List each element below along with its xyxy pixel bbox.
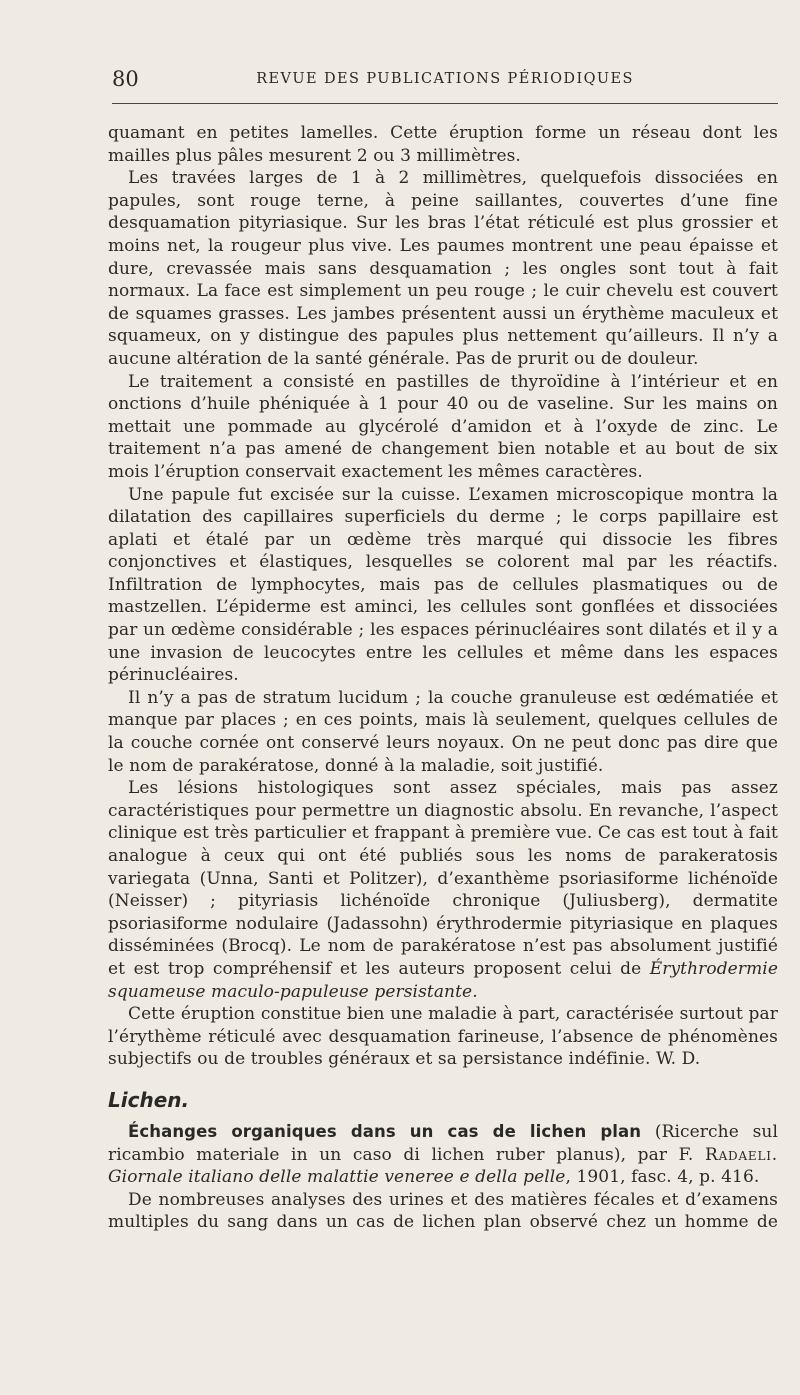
paragraph-7-text: Cette éruption constitue bien une maladie à part, caractérisée surtout par l’érythème réticulé avec desquamation farineuse, l’absence de phénomènes subjectifs ou de troubles généraux et sa persistance indéfinie. (108, 1004, 778, 1070)
paragraph-2: Les travées larges de 1 à 2 millimètres, quelquefois dissociées en papules, sont rouge terne, à peine saillantes, couvertes d’une fine desquamation pityriasique. Sur les bras l’état réticulé est plus grossier et moins net, la rougeur plus vive. Les paumes montrent une peau épaisse et dure, crevassée mais sans desquamation ; les ongles sont tout à fait normaux. La face est simplement un peu rouge ; le cuir chevelu est couvert de squames grasses. Les jambes présentent aussi un érythème maculeux et squameux, on y distingue des papules plus nettement qu’ailleurs. Il n’y a aucune altération de la santé générale. Pas de prurit ou de douleur. (108, 168, 778, 369)
header-rule (112, 103, 778, 104)
article-title: Échanges organiques dans un cas de lichen plan (128, 1121, 642, 1141)
page-header (112, 64, 778, 94)
paragraph-1: quamant en petites lamelles. Cette éruption forme un réseau dont les mailles plus pâles mesurent 2 ou 3 millimètres. (108, 123, 778, 166)
journal-name: Giornale italiano delle malattie veneree e della pelle (108, 1167, 566, 1188)
paragraph-4: Une papule fut excisée sur la cuisse. L’examen microscopique montra la dilatation des capillaires superficiels du derme ; le corps papillaire est aplati et étalé par un œdème très marqué qui dissocie les fibres conjonctives et élastiques, lesquelles se colorent mal par les réactifs. Infiltration de lymphocytes, mais pas de cellules plasmatiques ou de mastzellen. L’épiderme est aminci, les cellules sont gonflées et dissociées par un œdème considérable ; les espaces périnucléaires sont dilatés et il y a une invasion de leucocytes entre les cellules et même dans les espaces périnucléaires. (108, 484, 778, 686)
page-number: 80 (112, 67, 139, 91)
citation-details: , 1901, fasc. 4, p. 416. (565, 1167, 760, 1188)
paragraph-5: Il n’y a pas de stratum lucidum ; la couche granuleuse est œdématiée et manque par places ; en ces points, mais là seulement, quelques cellules de la couche cornée ont conservé leurs noyaux. On ne peut donc pas dire que le nom de parakératose, donné à la maladie, soit justifié. (108, 687, 778, 776)
signature: W. D. (655, 1049, 701, 1070)
original-title: (Ricerche sul ricambio materiale in un caso di lichen ruber planus), par F. (108, 1121, 778, 1165)
paragraph-7 (108, 1003, 778, 1071)
running-head: REVUE DES PUBLICATIONS PÉRIODIQUES (256, 71, 634, 87)
article-citation (108, 1121, 778, 1189)
paragraph-6 (108, 777, 778, 1003)
article-author: Radaeli. (704, 1144, 778, 1165)
proposed-name: Érythrodermie squameuse maculo-papuleuse persistante. (108, 958, 778, 1002)
paragraph-6-text: Les lésions histologiques sont assez spéciales, mais pas assez caractéristiques pour permettre un diagnostic absolu. En revanche, l’aspect clinique est très particulier et frappant à première vue. Ce cas est tout à fait analogue à ceux qui ont été publiés sous les noms de parakeratosis variegata (Unna, Santi et Politzer), d’exanthème psoriasiforme lichénoïde (Neisser) ; pityriasis lichénoïde chronique (Juliusberg), dermatite psoriasiforme nodulaire (Jadassohn) érythrodermie pityriasique en plaques disséminées (Brocq). Le nom de parakératose n’est pas absolument justifié et est trop compréhensif et les auteurs proposent celui de (108, 778, 778, 979)
article-body: De nombreuses analyses des urines et des matières fécales et d’examens multiples du sang dans un cas de lichen plan observé chez un homme de (108, 1189, 778, 1233)
section-heading: Lichen. (108, 1087, 190, 1112)
paragraph-3: Le traitement a consisté en pastilles de thyroïdine à l’intérieur et en onctions d’huile phéniquée à 1 pour 40 ou de vaseline. Sur les mains on mettait une pommade au glycérolé d’amidon et à l’oxyde de zinc. Le traitement n’a pas amené de changement bien notable et au bout de six mois l’éruption conservait exactement les mêmes caractères. (108, 371, 778, 482)
body-text (108, 122, 778, 1234)
